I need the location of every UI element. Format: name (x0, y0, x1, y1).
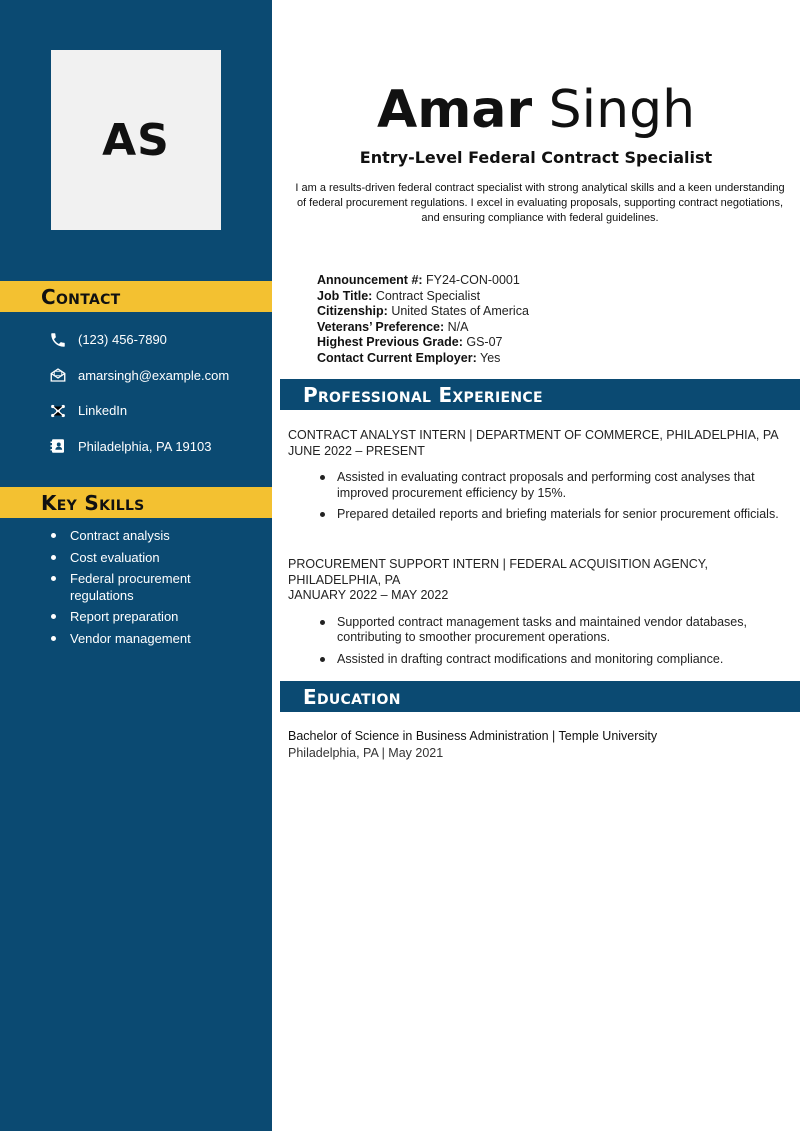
fact-value: FY24-CON-0001 (426, 273, 520, 287)
fact-row (317, 335, 787, 351)
skills-heading: Key Skills (41, 490, 145, 515)
skill-item: Contract analysis (50, 528, 250, 545)
fact-row (317, 273, 787, 289)
fact-row (317, 289, 787, 305)
job-bullets (288, 470, 788, 523)
sidebar (0, 0, 272, 1131)
email-icon (48, 365, 68, 385)
fact-value: United States of America (391, 304, 529, 318)
contact-linkedin-text[interactable]: LinkedIn (78, 403, 128, 419)
contact-email[interactable] (48, 358, 229, 394)
candidate-name (272, 78, 800, 142)
skill-item: Vendor management (50, 631, 250, 648)
skills-list (50, 528, 250, 652)
education-heading-bar (280, 681, 800, 712)
fact-value: Yes (480, 350, 501, 365)
job-title: Entry-Level Federal Contract Specialist (359, 148, 713, 167)
contact-address-text: Philadelphia, PA 19103 (78, 438, 212, 454)
monogram-box (51, 50, 221, 230)
experience-heading-bar (280, 379, 800, 410)
fact-value: Contract Specialist (375, 288, 481, 303)
fact-row (317, 320, 787, 336)
fact-label: Contact Current Employer: (317, 350, 477, 365)
job-dates: JANUARY 2022 – MAY 2022 (288, 588, 449, 602)
education-location-date: Philadelphia, PA | May 2021 (288, 746, 444, 760)
education-entry (288, 728, 788, 762)
contact-phone (48, 322, 229, 358)
job-header: PROCUREMENT SUPPORT INTERN | FEDERAL ACQUISITION AGENCY, PHILADELPHIA, PA (288, 557, 708, 587)
skills-heading-bar (0, 487, 272, 518)
job-bullet: Supported contract management tasks and maintained vendor databases, contributing to smoother procurement operations. (337, 615, 788, 646)
monogram: AS (102, 114, 170, 166)
education-degree: Bachelor of Science in Business Administration | Temple University (288, 729, 658, 743)
fact-row (317, 351, 787, 367)
main-content (272, 0, 800, 1131)
job-bullets (288, 615, 788, 668)
fact-value: N/A (447, 319, 469, 334)
job-header: CONTRACT ANALYST INTERN | DEPARTMENT OF COMMERCE, PHILADELPHIA, PA (288, 428, 779, 442)
job-entry (288, 428, 788, 529)
job-bullet: Assisted in drafting contract modifications and monitoring compliance. (337, 652, 788, 668)
experience-heading: Professional Experience (303, 382, 543, 407)
facts-list (317, 273, 787, 366)
contact-email-text[interactable]: amarsingh@example.com (78, 367, 230, 383)
fact-label: Highest Previous Grade: (317, 335, 463, 349)
contact-linkedin[interactable] (48, 393, 229, 429)
linkedin-network-icon (48, 401, 68, 421)
contact-list (48, 322, 229, 464)
contact-heading: Contact (41, 284, 121, 309)
job-dates: JUNE 2022 – PRESENT (288, 443, 425, 458)
fact-label: Citizenship: (317, 304, 388, 318)
skill-item: Report preparation (50, 609, 250, 626)
contact-heading-bar (0, 281, 272, 312)
job-bullet: Assisted in evaluating contract proposals and performing cost analyses that improved procurement efficiency by 15%. (337, 470, 788, 501)
last-name: Singh (548, 80, 696, 140)
phone-icon (48, 330, 68, 350)
address-icon (48, 436, 68, 456)
fact-label: Job Title: (317, 288, 373, 303)
summary: I am a results-driven federal contract specialist with strong analytical skills and a keen understanding of federal procurement regulations. I excel in evaluating proposals, supporting contract negotiations, and ensuring compliance with federal guidelines. (295, 182, 785, 224)
fact-label: Veterans’ Preference: (317, 319, 445, 334)
skill-item: Cost evaluation (50, 550, 250, 567)
education-heading: Education (303, 684, 401, 709)
fact-value: GS-07 (466, 335, 503, 349)
job-entry (288, 557, 788, 673)
first-name: Amar (376, 80, 533, 140)
fact-row (317, 304, 787, 320)
contact-address (48, 429, 229, 465)
fact-label: Announcement #: (317, 273, 423, 287)
job-bullet: Prepared detailed reports and briefing materials for senior procurement officials. (337, 507, 788, 523)
skill-item: Federal procurement regulations (50, 571, 250, 604)
contact-phone-text: (123) 456-7890 (78, 332, 167, 348)
